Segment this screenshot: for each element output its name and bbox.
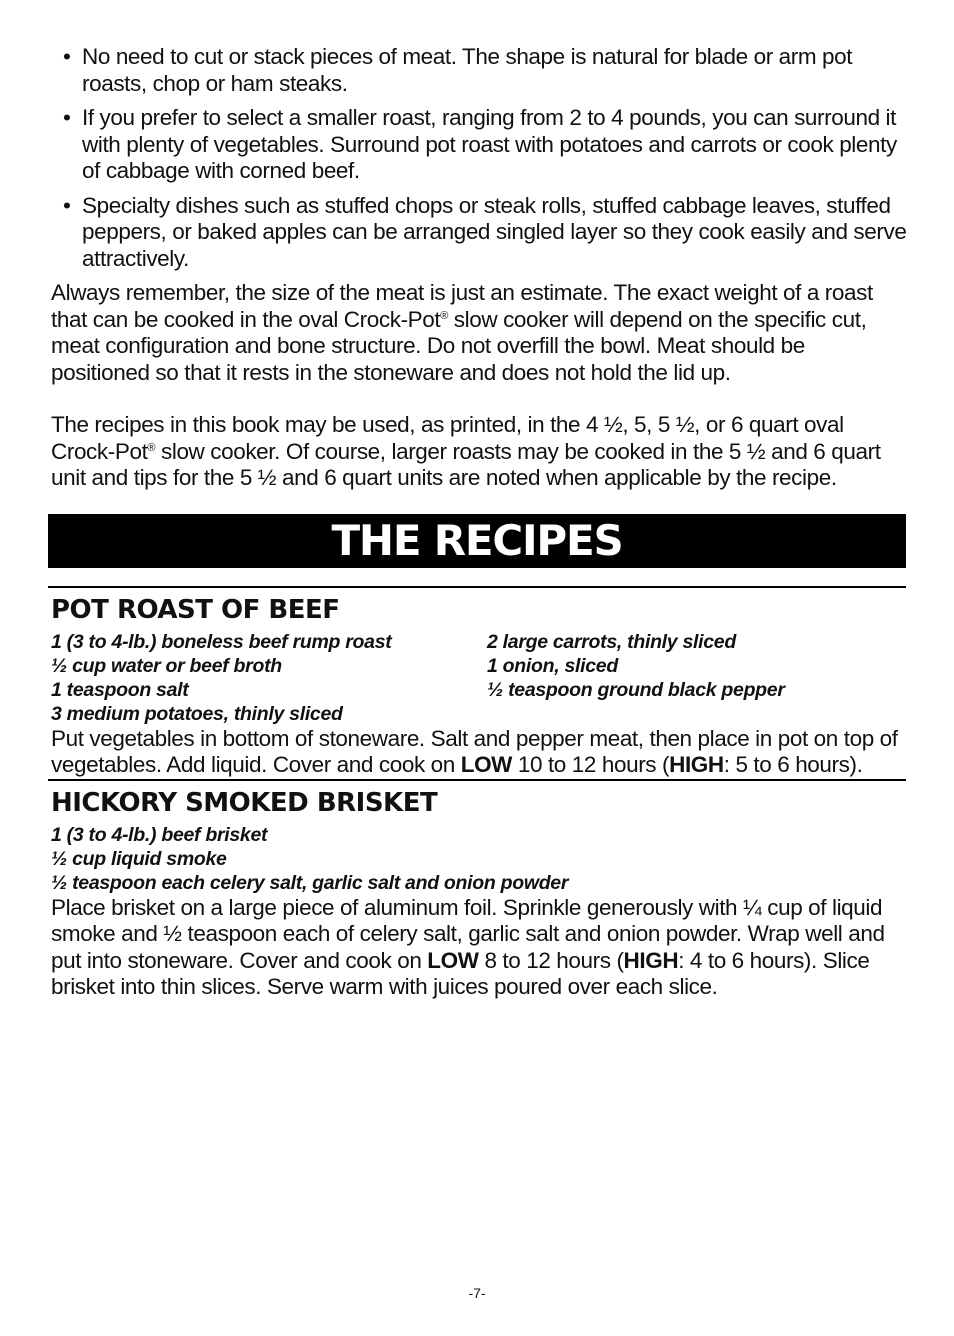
list-item-text: Specialty dishes such as stuffed chops or steak rolls, stuffed cabbage leaves, stuffed peppers, or baked apples can be arranged singled layer so they cook easily and serve attractively. — [82, 192, 907, 271]
list-item — [51, 105, 908, 185]
recipe-pot-roast — [51, 594, 908, 779]
section-banner: THE RECIPES — [48, 514, 906, 568]
recipe-method: Place brisket on a large piece of aluminum foil. Sprinkle generously with ¼ cup of liquid smoke and ½ teaspoon each of celery salt, garlic salt and onion powder. Wrap well and put into stoneware. Cover and cook on LOW 8 to 12 hours (HIGH: 4 to 6 hours). Slice brisket into thin slices. Serve warm with juices poured over each slice. — [51, 894, 885, 999]
ingredient: ½ cup liquid smoke — [51, 847, 227, 870]
low-setting: LOW — [460, 752, 513, 777]
tips-list — [51, 44, 908, 272]
recipe-title: HICKORY SMOKED BRISKET — [51, 787, 438, 818]
page-number: -7- — [468, 1285, 486, 1301]
high-setting: HIGH — [669, 752, 724, 777]
ingredient — [487, 702, 907, 726]
divider — [48, 586, 906, 588]
ingredients-list — [51, 823, 908, 895]
recipe-title: POT ROAST OF BEEF — [51, 594, 340, 625]
ingredient: ½ teaspoon each celery salt, garlic salt and onion powder — [51, 871, 569, 894]
registered-mark: ® — [440, 309, 448, 322]
ingredient: ½ cup water or beef broth — [51, 654, 282, 677]
recipe-method: Put vegetables in bottom of stoneware. Salt and pepper meat, then place in pot on top of vegetables. Add liquid. Cover and cook on LOW 10 to 12 hours (HIGH: 5 to 6 hours). — [51, 725, 898, 777]
bullet-icon: • — [63, 105, 71, 130]
meat-size-paragraph: Always remember, the size of the meat is just an estimate. The exact weight of a roast that can be cooked in the oval Crock-Pot® slow cooker will depend on the specific cut, meat configuration and bone structure. Do not overfill the bowl. Meat should be positioned so that it rests in the stoneware and does not hold the lid up. — [51, 280, 873, 385]
ingredient: ½ teaspoon ground black pepper — [487, 678, 785, 701]
recipe-brisket — [51, 787, 908, 1001]
ingredient: 1 (3 to 4-lb.) boneless beef rump roast — [51, 630, 392, 653]
registered-mark: ® — [147, 441, 156, 454]
page-content — [51, 44, 908, 1001]
list-item — [51, 44, 908, 97]
ingredient: 1 teaspoon salt — [51, 678, 189, 701]
ingredient: 1 onion, sliced — [487, 654, 618, 677]
bullet-icon: • — [63, 192, 71, 218]
recipe-usage-paragraph: The recipes in this book may be used, as printed, in the 4 ½, 5, 5 ½, or 6 quart oval Crock-Pot® slow cooker. Of course, larger roasts may be cooked in the 5 ½ and 6 quart unit and tips for the 5 ½ and 6 quart units are noted when applicable by the recipe. — [51, 412, 881, 490]
list-item — [51, 193, 908, 273]
list-item-text: No need to cut or stack pieces of meat. The shape is natural for blade or arm pot roasts, chop or ham steaks. — [82, 44, 853, 96]
ingredients-list — [51, 630, 908, 726]
ingredient: 1 (3 to 4-lb.) beef brisket — [51, 823, 268, 846]
low-setting: LOW — [427, 947, 479, 973]
high-setting: HIGH — [623, 947, 679, 973]
ingredient: 3 medium potatoes, thinly sliced — [51, 702, 343, 725]
list-item-text: If you prefer to select a smaller roast, ranging from 2 to 4 pounds, you can surround it with plenty of vegetables. Surround pot roast with potatoes and carrots or cook plenty of cabbage with corned beef. — [82, 105, 897, 183]
ingredient: 2 large carrots, thinly sliced — [487, 630, 736, 653]
bullet-icon: • — [63, 44, 71, 69]
divider — [48, 779, 906, 781]
